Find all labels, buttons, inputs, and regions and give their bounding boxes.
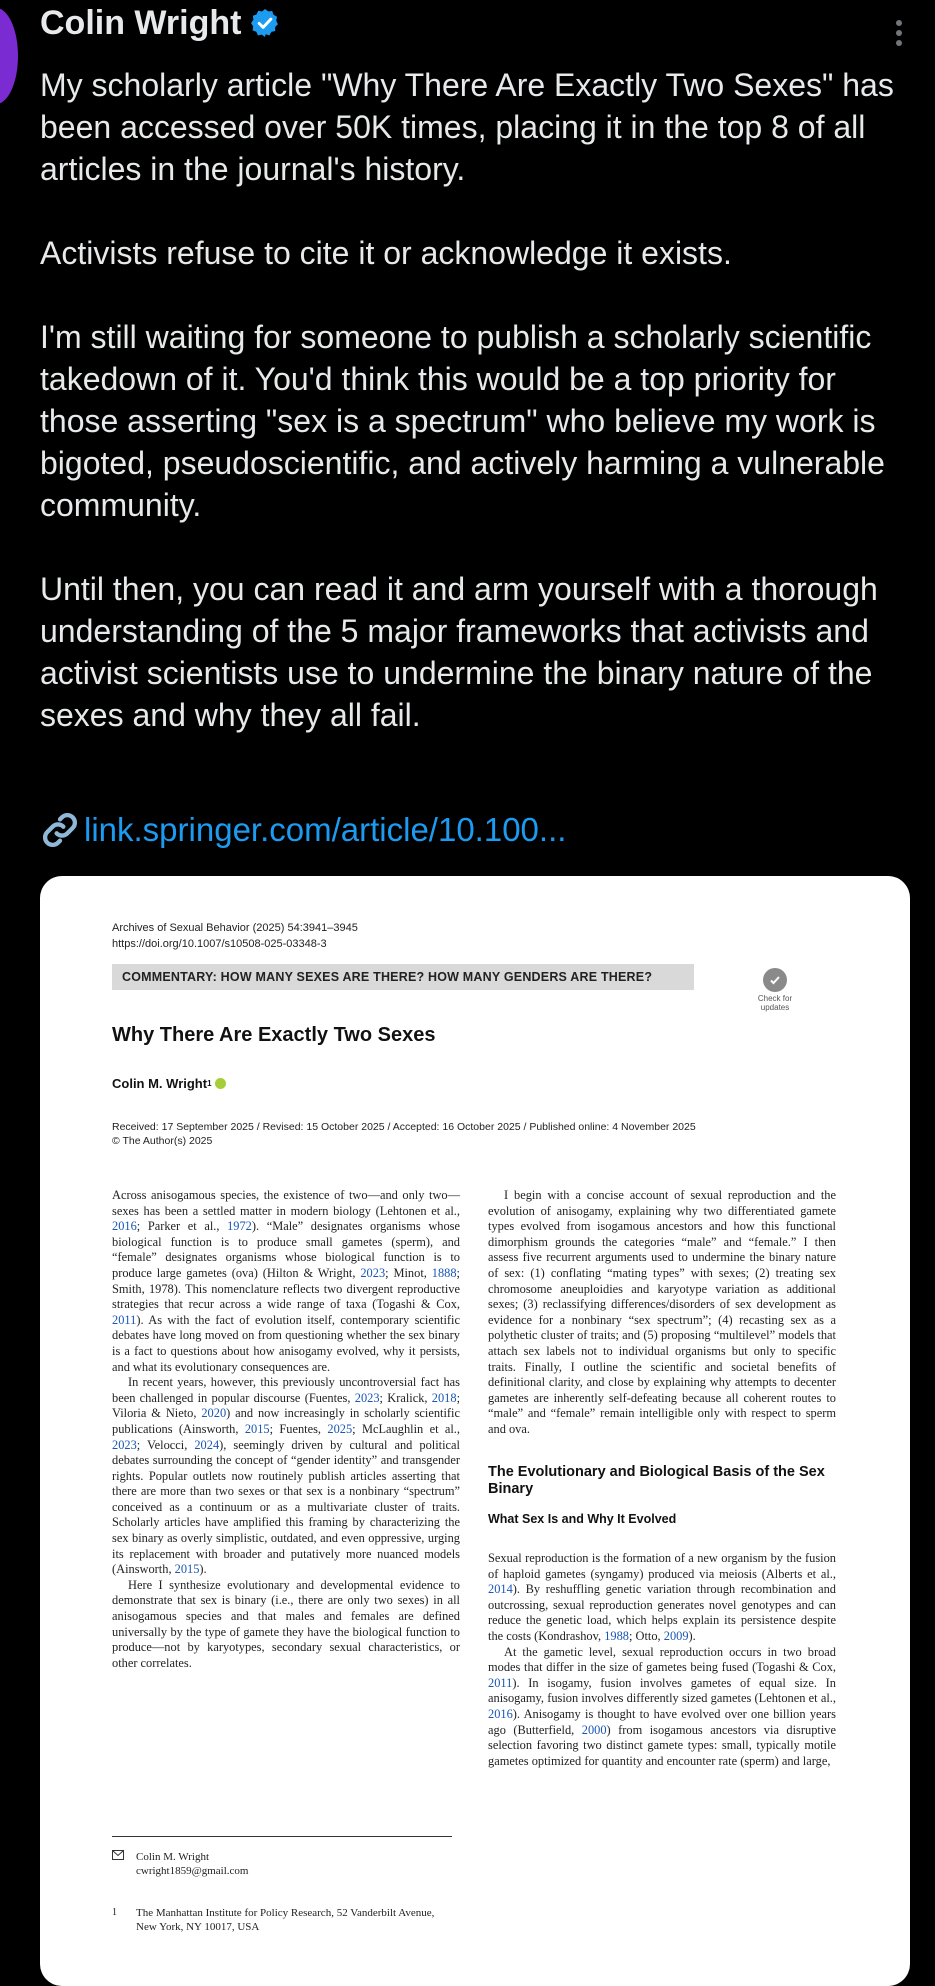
doi: https://doi.org/10.1007/s10508-025-03348-3 (112, 938, 327, 950)
tweet-paragraph: My scholarly article "Why There Are Exactly Two Sexes" has been accessed over 50K times, placing it in the top 8 of all articles in the journal's history. (40, 67, 894, 187)
corresponding-author-footnote (112, 1850, 248, 1878)
check-for-updates-badge (750, 968, 800, 1012)
tweet-text (40, 64, 910, 736)
author-name[interactable]: Colin Wright (40, 3, 242, 42)
check-updates-label: Check for updates (757, 994, 793, 1012)
more-options-icon[interactable] (895, 20, 903, 46)
tweet-author[interactable] (40, 0, 281, 46)
link-text[interactable]: link.springer.com/article/10.100... (84, 811, 567, 848)
contact-email[interactable]: cwright1859@gmail.com (136, 1865, 249, 1877)
tweet-paragraph: Activists refuse to cite it or acknowledge it exists. (40, 235, 732, 271)
body-paragraph: Sexual reproduction is the formation of a new organism by the fusion of haploid gametes (syngamy) produced via meiosis (Alberts et al., 2014). By reshuffling genetic variation through recombination and outcrossing, sexual reproduction generates novel genotypes and can reduce the genetic load, which helps explain its persistence despite the costs (Kondrashov, 1988; Otto, 2009). (488, 1551, 836, 1644)
orcid-icon (215, 1078, 226, 1089)
contact-name: Colin M. Wright (136, 1851, 209, 1863)
article-title: Why There Are Exactly Two Sexes (112, 1024, 436, 1046)
article-body-right-column (488, 1188, 836, 1769)
check-updates-icon (763, 968, 787, 992)
affiliation-footnote (112, 1906, 436, 1934)
commentary-label: COMMENTARY: HOW MANY SEXES ARE THERE? HOW MANY GENDERS ARE THERE? (112, 964, 694, 990)
body-paragraph: At the gametic level, sexual reproduction occurs in two broad modes that differ in the size of gametes being fused (Togashi & Cox, 2011). In isogamy, fusion involves gametes of equal size. In anisogamy, fusion involves differently sized gametes (Lehtonen et al., 2016). Anisogamy is thought to have evolved over one billion years ago (Butterfield, 2000) from isogamous ancestors via disruptive selection favoring two distinct gamete types: small, typically motile gametes optimized for quantity and encounter rate (sperm) and large, (488, 1644, 836, 1768)
affiliation-mark: 1 (112, 1907, 117, 1918)
body-paragraph: Across anisogamous species, the existence of two—and only two—sexes has been a settled matter in modern biology (Lehtonen et al., 2016; Parker et al., 1972). “Male” designates organisms whose biological function is to produce small gametes (sperm), and “female” designates organisms whose biological function is to produce large gametes (ova) (Hilton & Wright, 2023; Minot, 1888; Smith, 1978). This nomenclature reflects two divergent reproductive strategies that recur across a wide range of taxa (Togashi & Cox, 2011). As with the fact of evolution itself, contemporary scientific debates have long moved on from questioning whether the sex binary is a fact to questions about how anisogamy evolved, why it persists, and what its evolutionary consequences are. (112, 1188, 460, 1374)
tweet-paragraph: I'm still waiting for someone to publish a scholarly scientific takedown of it. You'd think this would be a top priority for those asserting "sex is a spectrum" who believe my work is bigoted, pseudoscientific, and actively harming a vulnerable community. (40, 319, 885, 523)
article-link[interactable] (40, 808, 566, 852)
envelope-icon (112, 1850, 136, 1878)
tweet-paragraph: Until then, you can read it and arm yourself with a thorough understanding of the 5 major frameworks that activists and activist scientists use to undermine the binary nature of the sexes and why they all fail. (40, 571, 878, 733)
footnote-divider (112, 1836, 452, 1837)
body-paragraph: Here I synthesize evolutionary and developmental evidence to demonstrate that sex is binary (i.e., there are only two sexes) in all anisogamous species and that males and females are defined universally by the type of gamete they have the biological function to produce—not by karyotypes, secondary sexual characteristics, or other correlates. (112, 1577, 460, 1670)
article-author-name: Colin M. Wright (112, 1076, 208, 1091)
copyright: © The Author(s) 2025 (112, 1135, 213, 1147)
link-icon (40, 810, 80, 850)
article-preview-card[interactable] (40, 876, 910, 1986)
author-affiliation-sup: 1 (207, 1079, 212, 1088)
subsection-heading: What Sex Is and Why It Evolved (488, 1511, 677, 1526)
body-paragraph: I begin with a concise account of sexual reproduction and the evolution of anisogamy, explaining why two differentiated gamete types evolved from isogamous ancestors and how this functional dimorphism grounds the categories “male” and “female.” I then assess five recurrent arguments used to undermine the binary nature of sex: (1) conflating “mating types” with sexes; (2) treating sex chromosome aneuploidies and karyotype variation as additional sexes; (3) reclassifying differences/disorders of sex development as evidence for a nonbinary “sex spectrum”; (4) recasting sex as a polythetic cluster of traits; and (5) proposing “multilevel” models that attach sex labels not to individual organisms but only to specific traits. Finally, I outline the scientific and societal benefits of definitional clarity, and close by explaining why attempts to decenter gametes are inherently self-defeating because all coherent routes to “male” and “female” remain intelligible only with respect to sperm and ova. (488, 1188, 836, 1436)
journal-meta (112, 920, 358, 952)
body-paragraph: In recent years, however, this previously uncontroversial fact has been challenged in popular discourse (Fuentes, 2023; Kralick, 2018; Viloria & Nieto, 2020) and now increasingly in scholarly scientific publications (Ainsworth, 2015; Fuentes, 2025; McLaughlin et al., 2023; Velocci, 2024), seemingly driven by cultural and political debates surrounding the concept of “gender identity” and transgender rights. Popular outlets now routinely publish articles asserting that there are more than two sexes or that sex is a nonbinary “spectrum” conceived as a continuum or as a multivariate cluster of traits. Scholarly articles have amplified this framing by characterizing the sex binary as overly simplistic, outdated, and even oppressive, urging its replacement with broader and putatively more nuanced models (Ainsworth, 2015). (112, 1375, 461, 1577)
publication-dates: Received: 17 September 2025 / Revised: 15 October 2025 / Accepted: 16 October 2025 / Published online: 4 November 2025 (112, 1121, 696, 1133)
journal-citation: Archives of Sexual Behavior (2025) 54:3941–3945 (112, 922, 358, 934)
article-dates (112, 1120, 696, 1148)
article-body-left-column (112, 1188, 460, 1671)
section-heading: The Evolutionary and Biological Basis of the Sex Binary (488, 1463, 825, 1497)
article-author (112, 1076, 226, 1091)
affiliation-text: The Manhattan Institute for Policy Research, 52 Vanderbilt Avenue, New York, NY 10017, USA (136, 1907, 435, 1933)
verified-badge-icon (249, 7, 281, 39)
avatar[interactable] (0, 8, 18, 104)
